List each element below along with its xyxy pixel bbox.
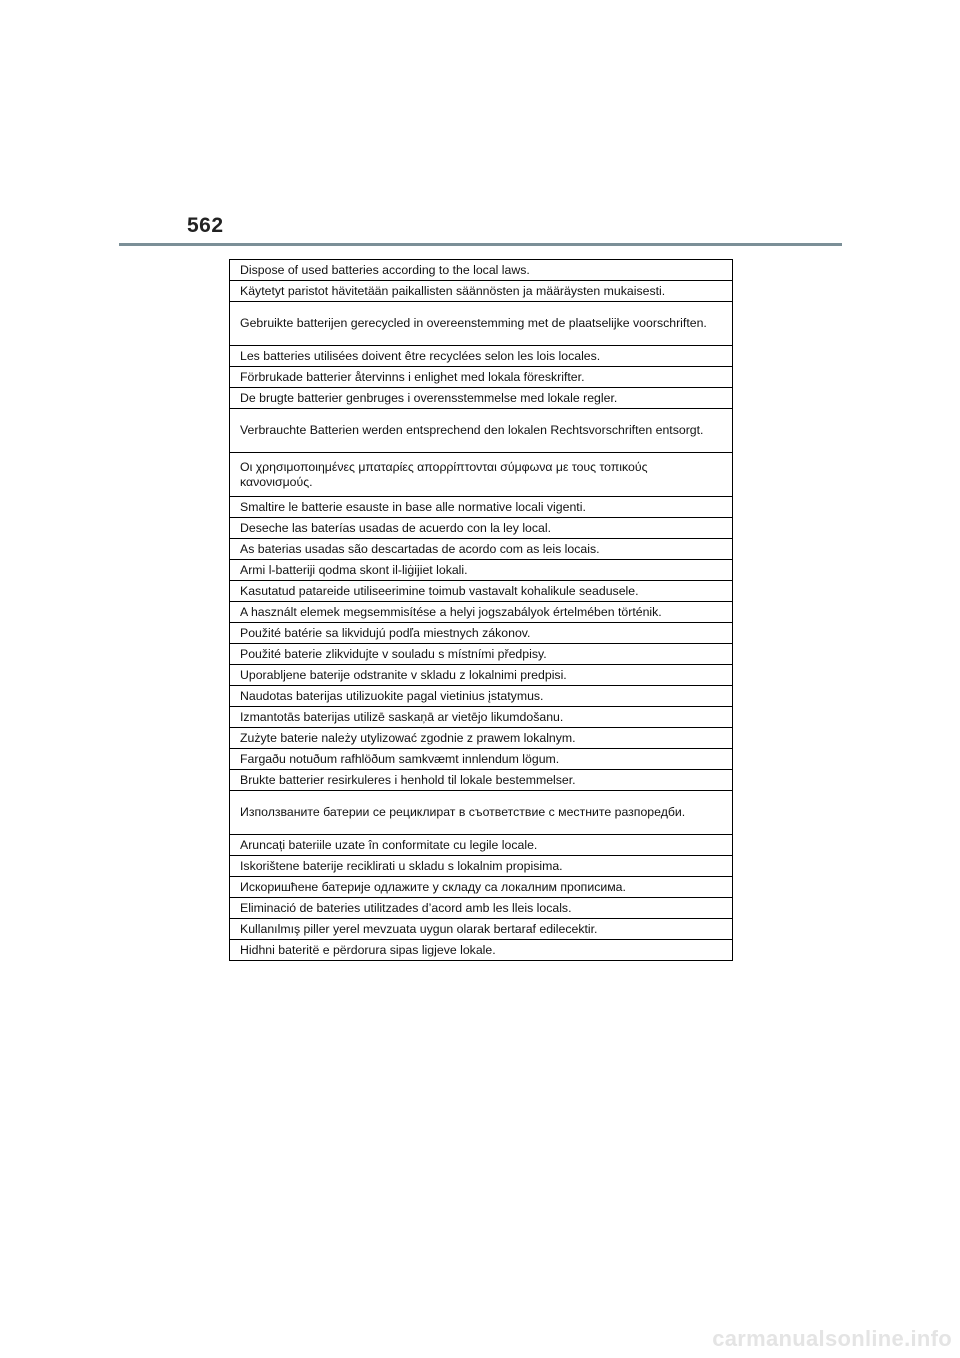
table-row: [230, 497, 733, 518]
table-row: [230, 919, 733, 940]
statement-da: De brugte batterier genbruges i overensstemmelse med lokale regler.: [230, 388, 733, 409]
statement-ca: Eliminació de bateries utilitzades d’acord amb les lleis locals.: [230, 898, 733, 919]
table-row: [230, 856, 733, 877]
statement-sv: Förbrukade batterier återvinns i enlighet med lokala föreskrifter.: [230, 367, 733, 388]
page-number: 562: [187, 214, 224, 237]
table-row: [230, 877, 733, 898]
statement-pt: As baterias usadas são descartadas de acordo com as leis locais.: [230, 539, 733, 560]
statement-lv: Izmantotās baterijas utilizē saskaņā ar vietējo likumdošanu.: [230, 707, 733, 728]
table-row: [230, 581, 733, 602]
battery-disposal-table: [229, 259, 733, 961]
table-row: [230, 518, 733, 539]
table-row: [230, 453, 733, 497]
table-row: [230, 707, 733, 728]
table-row: [230, 728, 733, 749]
statement-sq: Hidhni bateritë e përdorura sipas ligjeve lokale.: [230, 940, 733, 961]
site-watermark: carmanualsonline.info: [712, 1326, 952, 1351]
statement-fr: Les batteries utilisées doivent être recyclées selon les lois locales.: [230, 346, 733, 367]
statement-bg: Използваните батерии се рециклират в съответствие с местните разпоредби.: [230, 791, 733, 835]
header-divider: [119, 243, 842, 246]
statement-fi: Käytetyt paristot hävitetään paikallisten säännösten ja määräysten mukaisesti.: [230, 281, 733, 302]
table-row: [230, 749, 733, 770]
table-row: [230, 346, 733, 367]
statement-et: Kasutatud patareide utiliseerimine toimub vastavalt kohalikule seadusele.: [230, 581, 733, 602]
table-row: [230, 940, 733, 961]
table-row: [230, 281, 733, 302]
table-row: [230, 686, 733, 707]
statement-hr: Iskorištene baterije reciklirati u skladu s lokalnim propisima.: [230, 856, 733, 877]
table-row: [230, 898, 733, 919]
statement-hu: A használt elemek megsemmisítése a helyi jogszabályok értelmében történik.: [230, 602, 733, 623]
table-row: [230, 665, 733, 686]
table-row: [230, 560, 733, 581]
statement-pl: Zużyte baterie należy utylizować zgodnie z prawem lokalnym.: [230, 728, 733, 749]
statement-sk: Použité batérie sa likvidujú podľa miestnych zákonov.: [230, 623, 733, 644]
statement-ro: Aruncați bateriile uzate în conformitate cu legile locale.: [230, 835, 733, 856]
statement-it: Smaltire le batterie esauste in base alle normative locali vigenti.: [230, 497, 733, 518]
table-row: [230, 539, 733, 560]
table-row: [230, 409, 733, 453]
table-row: [230, 835, 733, 856]
statement-sr: Искоришћене батерије одлажите у складу са локалним прописима.: [230, 877, 733, 898]
statement-mt: Armi l-batteriji qodma skont il-liġijiet lokali.: [230, 560, 733, 581]
statement-es: Deseche las baterías usadas de acuerdo con la ley local.: [230, 518, 733, 539]
statement-nl: Gebruikte batterijen gerecycled in overeenstemming met de plaatselijke voorschriften.: [230, 302, 733, 346]
table-row: [230, 388, 733, 409]
table-row: [230, 644, 733, 665]
table-row: [230, 770, 733, 791]
statement-sl: Uporabljene baterije odstranite v skladu z lokalnimi predpisi.: [230, 665, 733, 686]
statement-en: Dispose of used batteries according to the local laws.: [230, 260, 733, 281]
table-row: [230, 367, 733, 388]
table-row: [230, 791, 733, 835]
statement-de: Verbrauchte Batterien werden entsprechend den lokalen Rechtsvorschriften entsorgt.: [230, 409, 733, 453]
statement-is: Fargaðu notuðum rafhlöðum samkvæmt innlendum lögum.: [230, 749, 733, 770]
statement-el: Οι χρησιμοποιημένες μπαταρίες απορρίπτονται σύμφωνα με τους τοπικούς κανονισμούς.: [230, 453, 733, 497]
statement-no: Brukte batterier resirkuleres i henhold til lokale bestemmelser.: [230, 770, 733, 791]
statement-lt: Naudotas baterijas utilizuokite pagal vietinius įstatymus.: [230, 686, 733, 707]
table-row: [230, 302, 733, 346]
table-row: [230, 260, 733, 281]
statement-cs: Použité baterie zlikvidujte v souladu s místními předpisy.: [230, 644, 733, 665]
table-row: [230, 602, 733, 623]
statement-tr: Kullanılmış piller yerel mevzuata uygun olarak bertaraf edilecektir.: [230, 919, 733, 940]
table-row: [230, 623, 733, 644]
